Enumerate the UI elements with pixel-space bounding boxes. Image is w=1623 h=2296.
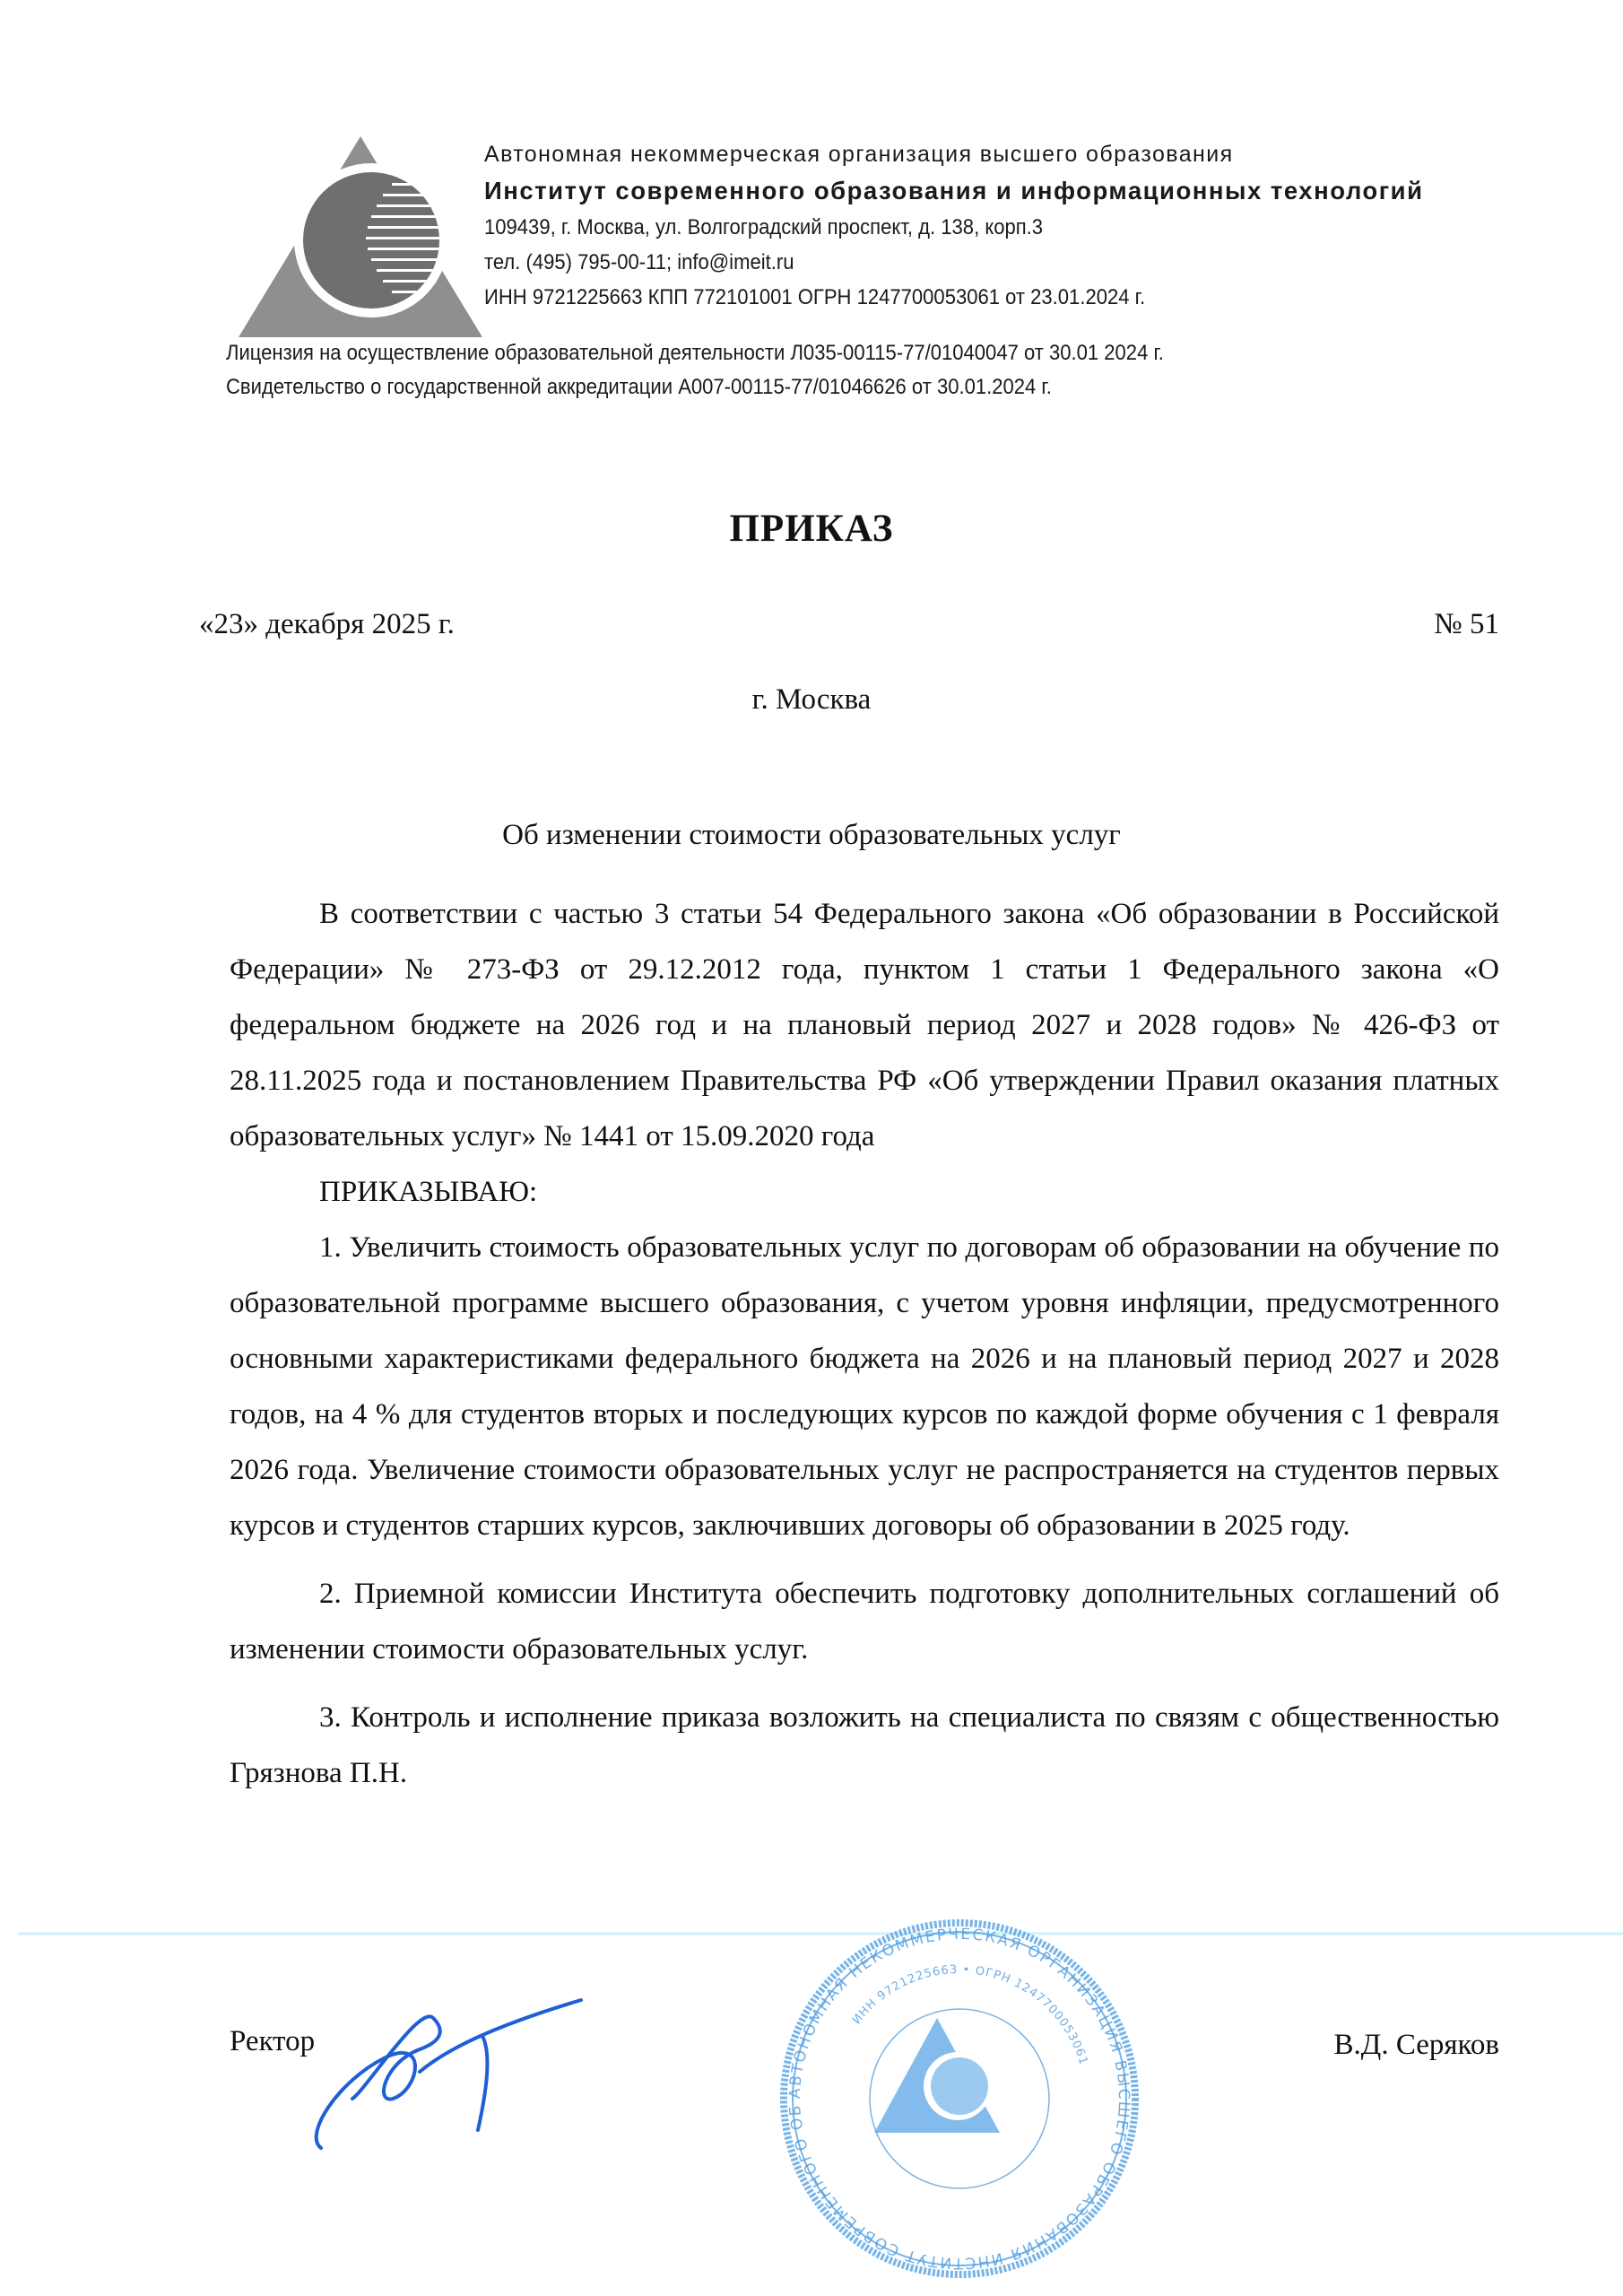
license-line: Лицензия на осуществление образовательной деятельности Л035-00115-77/01040047 от 30.01 2024 г.	[226, 341, 1164, 365]
stamp-ring-text: АВТОНОМНАЯ НЕКОММЕРЧЕСКАЯ ОРГАНИЗАЦИЯ ВЫСШЕГО ОБРАЗОВАНИЯ ИНСТИТУТ СОВРЕМЕННОГО ОБ	[785, 1925, 1133, 2273]
svg-text:ИНН 9721225663 • ОГРН 12477000	[850, 1963, 1090, 2067]
order-item: 1. Увеличить стоимость образовательных услуг по договорам об образовании на обучение по образовательной программе высшего образования, с учетом уровня инфляции, предусмотренного основными характеристиками федерального бюджета на 2026 и на плановый период 2027 и 2028 годов, на 4 % для студентов вторых и последующих курсов по каждой форме обучения с 1 февраля 2026 года. Увеличение стоимости образовательных услуг не распространяется на студентов первых курсов и студентов старших курсов, заключивших договоры об образовании в 2025 году.	[230, 1231, 1499, 1542]
document-body	[230, 886, 1499, 1801]
document-title: ПРИКАЗ	[729, 508, 894, 550]
document-city: г. Москва	[751, 683, 872, 716]
preamble: В соответствии с частью 3 статьи 54 Федерального закона «Об образовании в Российской Федерации» № 273-ФЗ от 29.12.2012 года, пунктом 1 статьи 1 Федерального закона «О федеральном бюджете на 2026 год и на плановый период 2027 и 2028 годов» № 426-ФЗ от 28.11.2025 года и постановлением Правительства РФ «Об утверждении Правил оказания платных образовательных услуг» № 1441 от 15.09.2020 года	[230, 898, 1499, 1152]
handwritten-signature-icon	[285, 1964, 626, 2161]
order-item: 3. Контроль и исполнение приказа возложить на специалиста по связям с общественностью Грязнова П.Н.	[230, 1701, 1499, 1789]
org-registration: ИНН 9721225663 КПП 772101001 ОГРН 1247700053061 от 23.01.2024 г.	[484, 285, 1146, 309]
org-address: 109439, г. Москва, ул. Волгоградский проспект, д. 138, корп.3	[484, 215, 1044, 239]
org-contacts: тел. (495) 795-00-11; info@imeit.ru	[484, 250, 794, 274]
signer-position: Ректор	[230, 2025, 316, 2057]
signer-name: В.Д. Серяков	[1333, 2029, 1499, 2061]
order-word: ПРИКАЗЫВАЮ:	[319, 1176, 538, 1208]
document-date: «23» декабря 2025 г.	[199, 608, 455, 640]
triangle-sphere-logo-icon	[235, 135, 484, 339]
order-item: 2. Приемной комиссии Института обеспечить подготовку дополнительных соглашений об изменении стоимости образовательных услуг.	[230, 1578, 1499, 1665]
document-subject: Об изменении стоимости образовательных услуг	[502, 819, 1121, 851]
org-type: Автономная некоммерческая организация высшего образования	[484, 142, 1234, 167]
round-seal-stamp-icon	[753, 1919, 1166, 2278]
accreditation-line: Свидетельство о государственной аккредитации А007-00115-77/01046626 от 30.01.2024 г.	[226, 375, 1052, 399]
org-name: Институт современного образования и информационных технологий	[484, 177, 1424, 204]
stamp-outer-text: ИНН 9721225663 • ОГРН 1247700053061	[850, 1962, 1090, 2067]
document-number: № 51	[1434, 608, 1499, 640]
